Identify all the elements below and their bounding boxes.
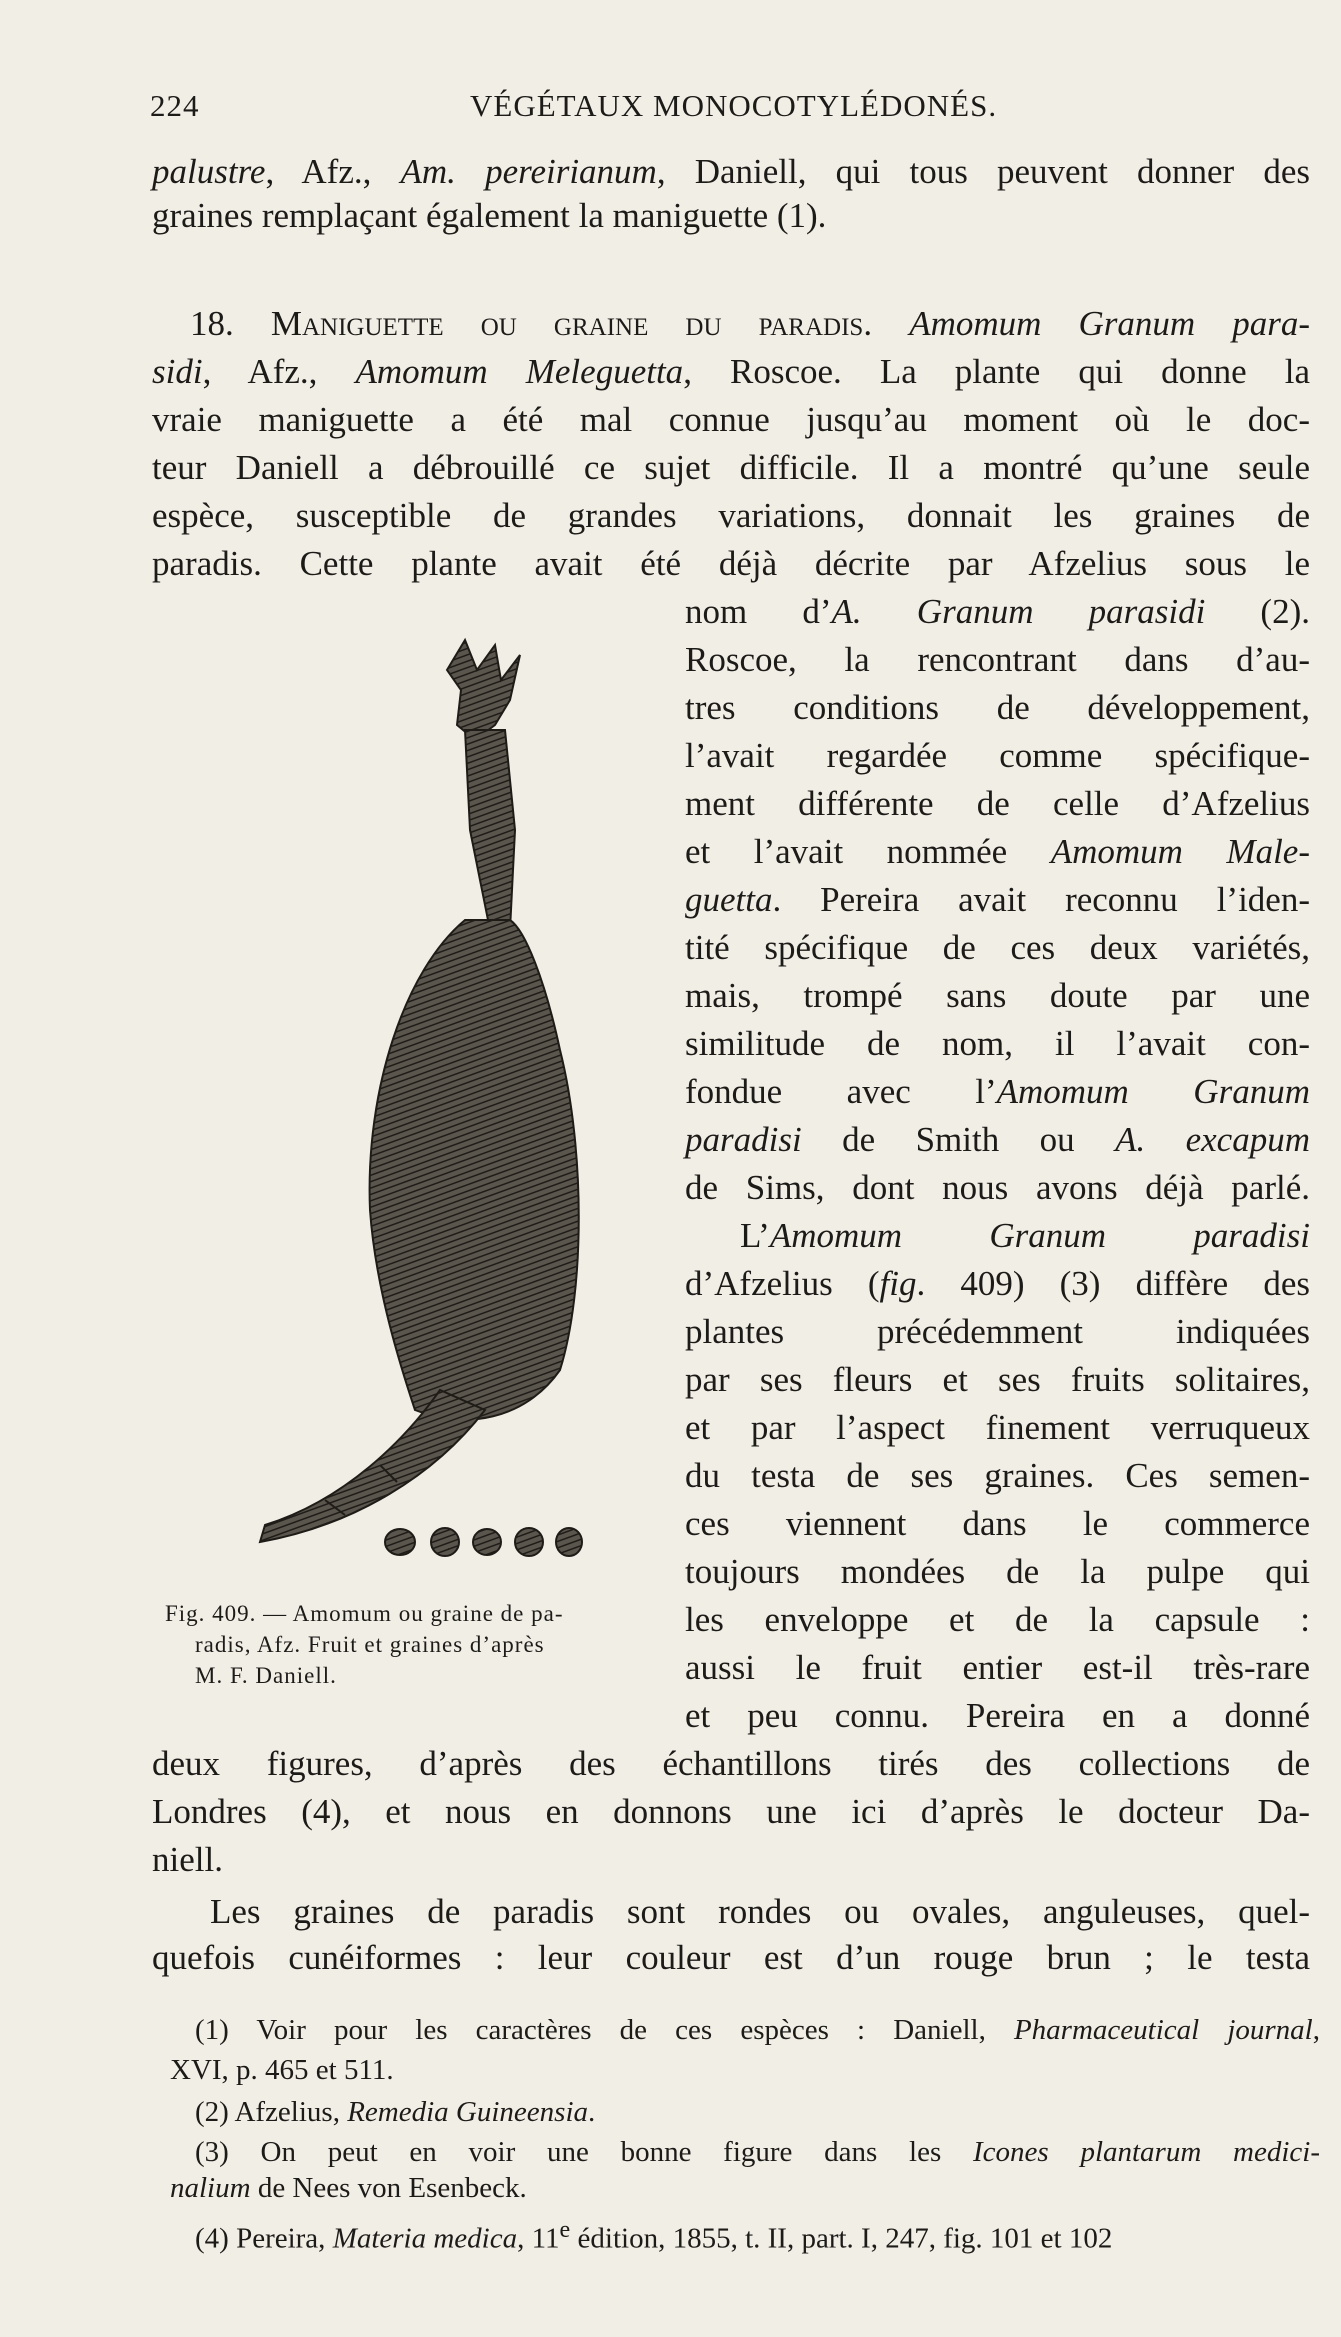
text-line: paradis. Cette plante avait été déjà décrite par Afzelius sous le — [152, 544, 1310, 583]
text-line: deux figures, d’après des échantillons tirés des collections de — [152, 1744, 1310, 1783]
section-title: Maniguette ou graine du paradis. — [270, 304, 873, 343]
text-line: Londres (4), et nous en donnons une ici d’après le docteur Da- — [152, 1792, 1310, 1831]
text-line: ces viennent dans le commerce — [685, 1504, 1310, 1543]
seed-row — [385, 1528, 582, 1556]
text-line: quefois cunéiformes : leur couleur est d’un rouge brun ; le testa — [152, 1938, 1310, 1977]
caption-line: radis, Afz. Fruit et graines d’après — [195, 1632, 545, 1657]
footnote: XVI, p. 465 et 511. — [170, 2054, 394, 2086]
text-line: et l’avait nommée Amomum Male- — [685, 832, 1310, 871]
caption-line: Fig. 409. — Amomum ou graine de pa- — [165, 1601, 564, 1626]
text-line: sidi, Afz., Amomum Meleguetta, Roscoe. La plante qui donne la — [152, 352, 1311, 391]
text-line: Les graines de paradis sont rondes ou ovales, anguleuses, quel- — [210, 1892, 1310, 1931]
caption-line: M. F. Daniell. — [195, 1663, 337, 1688]
footnote: (2) Afzelius, Remedia Guineensia. — [195, 2096, 596, 2128]
text-line: les enveloppe et de la capsule : — [685, 1600, 1310, 1639]
text-line: fondue avec l’Amomum Granum — [685, 1072, 1310, 1111]
text-line: plantes précédemment indiquées — [685, 1312, 1310, 1351]
text-line: espèce, susceptible de grandes variations, donnait les graines de — [152, 496, 1310, 535]
text-line: par ses fleurs et ses fruits solitaires, — [685, 1360, 1310, 1399]
text-line: teur Daniell a débrouillé ce sujet difficile. Il a montré qu’une seule — [152, 448, 1310, 487]
text-line: tité spécifique de ces deux variétés, — [685, 928, 1310, 967]
text-line: toujours mondées de la pulpe qui — [685, 1552, 1310, 1591]
text-line: l’avait regardée comme spécifique- — [685, 736, 1310, 775]
text-line: vraie maniguette a été mal connue jusqu’au moment où le doc- — [152, 400, 1310, 439]
text-line: L’Amomum Granum paradisi — [740, 1216, 1310, 1255]
text-line: niell. — [152, 1840, 223, 1879]
text-line: nom d’A. Granum parasidi (2). — [685, 592, 1310, 631]
fruit-illustration — [165, 630, 625, 1580]
text-line: aussi le fruit entier est-il très-rare — [685, 1648, 1310, 1687]
text-line: et par l’aspect finement verruqueux — [685, 1408, 1310, 1447]
section-heading-line: 18. Maniguette ou graine du paradis. Amomum Granum para- — [190, 304, 1311, 343]
text-line: palustre, Afz., Am. pereirianum, Daniell, qui tous peuvent donner des — [152, 152, 1310, 191]
running-title: VÉGÉTAUX MONOCOTYLÉDONÉS. — [470, 88, 998, 123]
text-line: Roscoe, la rencontrant dans d’au- — [685, 640, 1310, 679]
text-line: de Sims, dont nous avons déjà parlé. — [685, 1168, 1310, 1207]
text-line: tres conditions de développement, — [685, 688, 1310, 727]
text-line: d’Afzelius (fig. 409) (3) diffère des — [685, 1264, 1310, 1303]
footnote: nalium de Nees von Esenbeck. — [170, 2172, 527, 2204]
text-line: mais, trompé sans doute par une — [685, 976, 1310, 1015]
text-line: guetta. Pereira avait reconnu l’iden- — [685, 880, 1310, 919]
text-line: du testa de ses graines. Ces semen- — [685, 1456, 1310, 1495]
text-line: graines remplaçant également la maniguette (1). — [152, 196, 827, 235]
text-line: similitude de nom, il l’avait con- — [685, 1024, 1310, 1063]
figure-caption — [165, 1598, 655, 1691]
page-number: 224 — [150, 88, 200, 123]
text-line: et peu connu. Pereira en a donné — [685, 1696, 1310, 1735]
text-line: paradisi de Smith ou A. excapum — [685, 1120, 1310, 1159]
footnote: (4) Pereira, Materia medica, 11e édition, 1855, t. II, part. I, 247, fig. 101 et 102 — [195, 2216, 1113, 2255]
running-header — [150, 88, 1320, 128]
footnote: (3) On peut en voir une bonne figure dans les Icones plantarum medici- — [195, 2136, 1320, 2168]
text-line: ment différente de celle d’Afzelius — [685, 784, 1310, 823]
footnote: (1) Voir pour les caractères de ces espèces : Daniell, Pharmaceutical journal, — [195, 2014, 1320, 2046]
